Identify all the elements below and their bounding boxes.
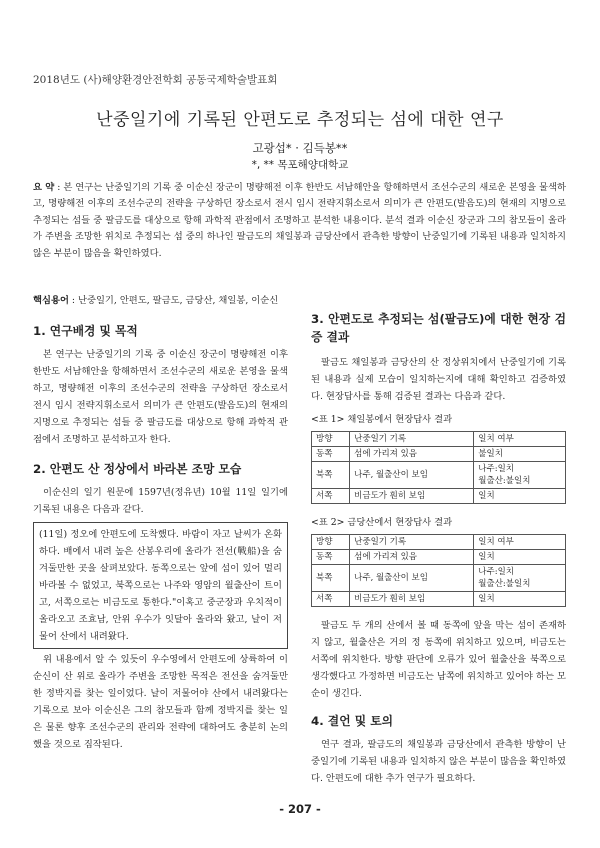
table2 xyxy=(311,534,566,607)
diary-quote: (11일) 정오에 안편도에 도착했다. 바람이 자고 날씨가 온화하다. 배에서 내려 높은 산봉우리에 올라가 전선(戰船)을 숨겨둘만한 곳을 살펴보았다. 동쪽으로는 앞에 섬이 있어 멀리 바라볼 수 없었고, 북쪽으로는 나주와 영암의 월출산이 트이고, 서쪽으로는 비금도로 통한다."이혹고 중군장과 우치적이 올라오고 조효남, 안위 우수가 잇달아 올라와 왔고, 날이 저물어 산에서 내려왔다. xyxy=(33,522,288,649)
right-column xyxy=(311,310,566,787)
section2-intro: 이순신의 일기 원문에 1597년(정유년) 10월 11일 일기에 기록된 내용은 다음과 같다. xyxy=(33,487,288,515)
table1-caption: <표 1> 채일봉에서 현장답사 결과 xyxy=(311,414,453,425)
table-cell: 북쪽 xyxy=(312,462,350,489)
table-row xyxy=(312,550,566,565)
left-column xyxy=(33,322,288,753)
section2-body: 위 내용에서 알 수 있듯이 우수영에서 안편도에 상륙하여 이순신이 산 위로 올라가 주변을 조망한 목적은 전선을 숨겨둘만한 정박지를 찾는 일이었다. 날이 저물어야 산에서 내려왔다는 기록으로 보아 이순신은 그의 참모들과 함께 정박지를 찾는 일은 물론 향후 조선수군의 관리와 전략에 대하여도 충분히 논의했을 것으로 짐작된다. xyxy=(33,654,288,750)
table2-header-row xyxy=(312,535,566,550)
table-cell: 섬에 가리져 있음 xyxy=(350,447,474,462)
keywords-label: 핵심용어 xyxy=(33,295,69,306)
table-cell: 서쪽 xyxy=(312,489,350,504)
table1-header-row xyxy=(312,432,566,447)
table-row xyxy=(312,462,566,489)
table2-caption: <표 2> 금당산에서 현장답사 결과 xyxy=(311,517,453,528)
section3-intro: 팔금도 채일봉과 금당산의 산 정상위치에서 난중일기에 기록된 내용과 실제 모습이 일치하는지에 대해 확인하고 검증하였다. 현장답사를 통해 검증된 결과는 다음과 같다. xyxy=(311,357,566,402)
paper-title: 난중일기에 기록된 안편도로 추정되는 섬에 대한 연구 xyxy=(96,110,504,130)
section1-body: 본 연구는 난중일기의 기록 중 이순신 장군이 명량해전 이후 한반도 서남해안을 항해하면서 조선수군의 새로운 본영을 물색하고, 명량해전 이후의 조선수군의 전략을 구상하던 장소로서 전시 임시 전략지휘소로서 의미가 큰 안편도(발음도)의 현재의 지명으로 추정되는 섬들 중 팔금도를 대상으로 항해 과학적 관점에서 조명하고 분석하고자 한다. xyxy=(33,349,288,445)
abstract xyxy=(33,180,566,262)
conference-header: 2018년도 (사)해양환경안전학회 공동국제학술발표회 xyxy=(33,74,278,86)
keywords xyxy=(33,292,566,306)
table-row xyxy=(312,447,566,462)
table-header-cell: 방향 xyxy=(312,432,350,447)
table-cell: 동쪽 xyxy=(312,550,350,565)
table-cell: 나주:일치 월출산:불일치 xyxy=(474,565,566,592)
table-cell: 나주, 월출산이 보임 xyxy=(350,462,474,489)
affiliation: *, ** 목포해양대학교 xyxy=(251,159,349,171)
table-cell: 북쪽 xyxy=(312,565,350,592)
table-cell: 일치 xyxy=(474,592,566,607)
section1-heading: 1. 연구배경 및 목적 xyxy=(33,324,138,338)
table-row xyxy=(312,565,566,592)
authors: 고광섭* · 김득봉** xyxy=(252,141,348,155)
table-cell: 비금도가 훤히 보임 xyxy=(350,592,474,607)
table-header-cell: 난중일기 기록 xyxy=(350,432,474,447)
table-cell: 불일치 xyxy=(474,447,566,462)
keywords-text: : 난중일기, 안편도, 팔금도, 금당산, 채일봉, 이순신 xyxy=(71,295,279,306)
table-header-cell: 일치 여부 xyxy=(474,432,566,447)
section2-heading: 2. 안편도 산 정상에서 바라본 조망 모습 xyxy=(33,462,242,476)
table-cell: 섬에 가리져 있음 xyxy=(350,550,474,565)
table-cell: 일치 xyxy=(474,550,566,565)
table-cell: 일치 xyxy=(474,489,566,504)
table1 xyxy=(311,431,566,504)
table-cell: 비금도가 훤히 보임 xyxy=(350,489,474,504)
table-cell: 나주, 월출산이 보임 xyxy=(350,565,474,592)
section3-heading: 3. 안편도로 추정되는 섬(팔금도)에 대한 현장 검증 결과 xyxy=(311,312,566,344)
section4-heading: 4. 결언 및 토의 xyxy=(311,714,393,728)
table-cell: 서쪽 xyxy=(312,592,350,607)
table-row xyxy=(312,489,566,504)
table-cell: 나주:일치 월출산:불일치 xyxy=(474,462,566,489)
abstract-text: : 본 연구는 난중일기의 기록 중 이순신 장군이 명량해전 이후 한반도 서남해안을 항해하면서 조선수군의 새로운 본영을 물색하고, 명량해전 이후의 조선수군의 전략을 구상하던 장소로서 전시 임시 전략지휘소로서 의미가 큰 안편도(발음도)의 현재의 지명으로 추정되는 섬들 중 팔금도를 대상으로 항해 과학적 관점에서 조명하고 분석한 내용이다. 분석 결과 이순신 장군과 그의 참모들이 올라가 주변을 조망한 위치로 추정되는 섬 중의 하나인 팔금도의 채일봉과 금당산에서 관측한 방향이 난중일기에 기록된 내용과 일치하지 않은 부분이 많음을 확인하였다. xyxy=(33,182,567,259)
table-row xyxy=(312,592,566,607)
page-number: - 207 - xyxy=(279,802,321,816)
table-header-cell: 방향 xyxy=(312,535,350,550)
section4-body: 연구 결과, 팔금도의 채일봉과 금당산에서 관측한 방향이 난중일기에 기록된 내용과 일치하지 않은 부분이 많음을 확인하였다. 안편도에 대한 추가 연구가 필요하다. xyxy=(311,739,566,784)
table-header-cell: 난중일기 기록 xyxy=(350,535,474,550)
table-cell: 동쪽 xyxy=(312,447,350,462)
table-header-cell: 일치 여부 xyxy=(474,535,566,550)
abstract-label: 요 약 xyxy=(33,182,55,193)
section3-body: 팔금도 두 개의 산에서 볼 때 동쪽에 앞을 막는 섬이 존재하지 않고, 월출산은 거의 정 동쪽에 위치하고 있으며, 비금도는 서쪽에 위치한다. 방향 판단에 오류가 있어 월출산을 북쪽으로 생각했다고 가정하면 비금도는 남쪽에 위치하고 있어야 하는 모순이 생긴다. xyxy=(311,620,566,699)
